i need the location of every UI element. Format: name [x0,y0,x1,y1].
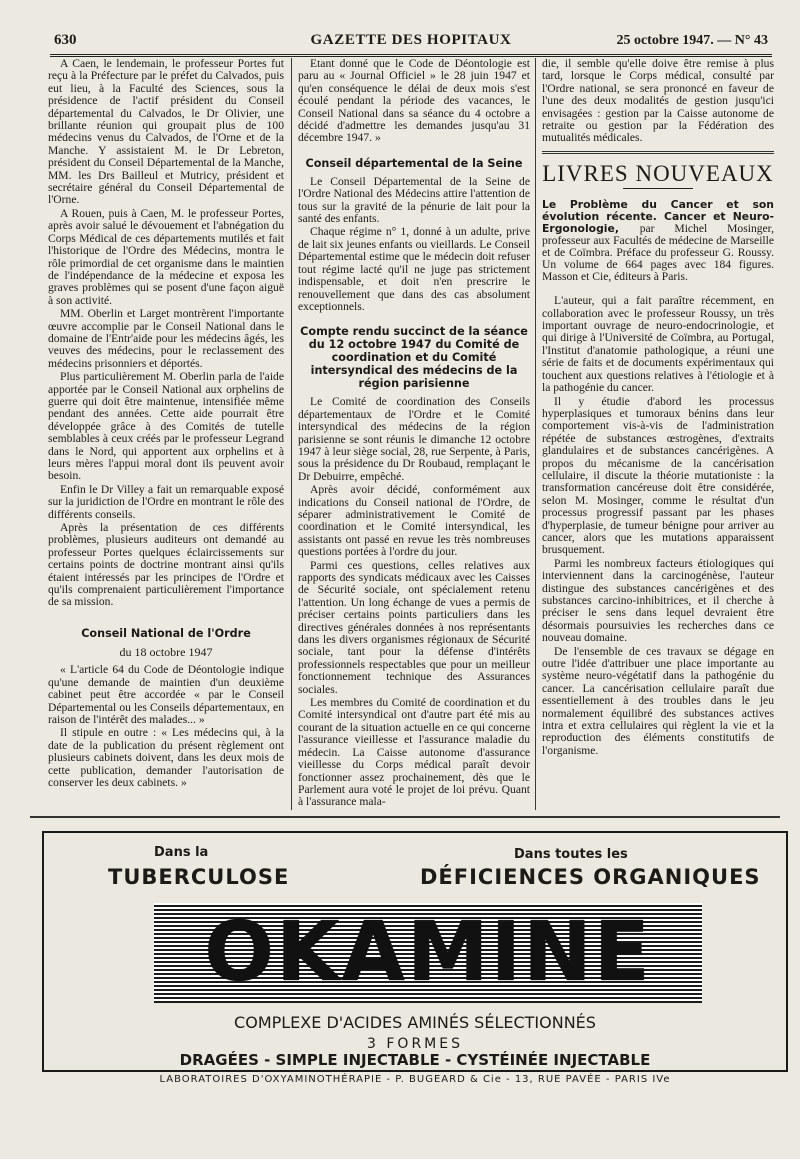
section-heading: Conseil départemental de la Seine [305,156,523,170]
ad-right-headline: DÉFICIENCES ORGANIQUES [420,865,761,889]
ad-laboratory: LABORATOIRES D'OXYAMINOTHÉRAPIE - P. BUGEARD & Cie - 13, RUE PAVÉE - PARIS IVe [159,1074,671,1085]
column-1 [48,58,284,810]
brand-logo [154,903,702,1003]
paragraph: Parmi ces questions, celles relatives aux rapports des syndicats médicaux avec les Caisses de Sécurité sociale, ont spécialement retenu l'attention. Un long échange de vues a permis de préciser certains points particuliers dans les directives générales données à nos représentants dans les divers organismes régionaux de Sécurité sociale, tant pour la défense d'intérêts professionnels respectables que pour un meilleur fonctionnement technique des Assurances sociales. [298,558,530,696]
paragraph: A Caen, le lendemain, le professeur Portes fut reçu à la Préfecture par le préfet du Calvados, puis eut lieu, à la Faculté des Sciences, sous la présidence de l'actif président du Conseil départemental du Calvados, le Dr Olivier, une brillante réunion qui groupait plus de 100 médecins venus du Calvados, de l'Orne et de la Manche. Y assistaient M. le Dr Lebreton, président du Conseil Départemental de la Manche, MM. les Drs Bailleul et Mutricy, président et secrétaire général du Conseil Départemental de l'Orne. [48,58,284,207]
divider [623,188,693,189]
paragraph: Après la présentation de ces différents problèmes, plusieurs auditeurs ont demandé au professeur Portes quelques éclaircissements sur certains points de doctrine montrant ainsi qu'ils étaient intéressés par les principes de l'Ordre et qu'ils comprenaient particulièrement l'importance de sa mission. [48,521,284,609]
ad-forms-list: DRAGÉES - SIMPLE INJECTABLE - CYSTÉINÉE INJECTABLE [179,1051,651,1069]
paragraph: Le Conseil Départemental de la Seine de l'Ordre National des Médecins attire l'attention de tous sur la gravité de la pénurie de lait pour la santé des enfants. [298,174,530,226]
paragraph: MM. Oberlin et Larget montrèrent l'importante œuvre accomplie par le Conseil National dans le domaine de l'Entr'aide pour les médecins âgés, les veuves des médecins, pour le reclassement des médecins prisonniers et déportés. [48,307,284,370]
section-date: du 18 octobre 1947 [119,644,213,659]
ad-left-caption: Dans la [154,845,209,860]
paragraph: Plus particulièrement M. Oberlin parla de l'aide apportée par le Conseil National aux orphelins de guerre qui doit être maintenue, intensifiée même pendant des années. Cette aide pourrait être développée grâce à des Comités de tutelle semblables à ceux créés par le professeur Legrand dans le Nord, qui apportent aux orphelins et à leurs mères l'appui moral dont ils peuvent avoir besoin. [48,370,284,483]
paragraph: A Rouen, puis à Caen, M. le professeur Portes, après avoir salué le dévouement et l'abnégation du Corps Médical de ces départements mutilés et fait l'historique de l'Ordre des Médecins, montra le rôle primordial de cet organisme dans le maintien de l'indépendance de la médecine et exposa les graves problèmes qui se posent d'une façon aiguë à son activité. [48,206,284,307]
paragraph: Les membres du Comité de coordination et du Comité intersyndical ont d'autre part été mis au courant de la situation actuelle en ce qui concerne l'assurance vieillesse et l'assurance maladie du médecin. La Caisse autonome d'assurance vieillesse du Corps médical paraît devoir fonctionner assez prochainement, dès que le Parlement aura voté le projet de loi prévu. Quant à l'assurance mala- [298,696,530,809]
divider [30,816,780,818]
book-reference [542,199,774,283]
column-divider [291,58,292,810]
ad-left-headline: TUBERCULOSE [108,865,290,889]
section-title: LIVRES NOUVEAUX [542,160,774,186]
paragraph: Enfin le Dr Villey a fait un remarquable exposé sur la juridiction de l'Ordre en montrant le rôle des différents conseils. [48,482,284,521]
section-heading: Conseil National de l'Ordre [81,626,251,640]
paragraph: De l'ensemble de ces travaux se dégage en outre l'idée d'attribuer une place importante au système neuro-végétatif dans la pathogénie du cancer. La cancérisation cellulaire paraît due essentiellement à des troubles dans le jeu normalement équilibré des substances actives intra et extra cellulaires qui règlent la vie et la reproduction des éléments constitutifs de l'organisme. [542,644,774,757]
book-title: Le Problème du Cancer et son évolution récente. Cancer et Neuro-Ergonologie, [542,198,774,236]
journal-title: GAZETTE DES HOPITAUX [310,32,512,48]
paragraph: Chaque régime n° 1, donné à un adulte, prive de lait six jeunes enfants ou vieillards. Le Conseil Départemental estime que le médecin doit refuser tout régime lacté qu'il ne juge pas strictement indispensable, et doit n'en prescrire le renouvellement que dans des cas absolument exceptionnels. [298,225,530,313]
paragraph: Il stipule en outre : « Les médecins qui, à la date de la publication du présent règlement ont plusieurs cabinets doivent, dans les deux mois de cette publication, demander l'autorisation de conserver les deux cabinets. » [48,726,284,789]
paragraph: Il y étudie d'abord les processus hyperplasiques et tumoraux bénins dans leur comportement vis-à-vis de l'administration répétée de substances œstrogènes, d'extraits glandulaires et de substances cancérigènes. A propos du mécanisme de la cancérisation cellulaire, il discute la théorie mutationiste : la transformation cancéreuse doit être considérée, selon M. Mosinger, comme le résultat d'un processus progressif passant par les phases d'hyperplasie, de tumeur bénigne pour arriver au cancer, alors que les mutations apparaissent brusquement. [542,394,774,557]
advertisement [42,831,788,1085]
book-details: par Michel Mosinger, professeur aux Facultés de médecine de Marseille et de Coïmbra. Préface du professeur G. Roussy. Un volume de 664 pages avec 184 figures. Masson et Cie, éditeurs à Paris. [542,222,774,284]
paragraph: Après avoir décidé, conformément aux indications du Conseil national de l'Ordre, de séparer administrativement le Comité de coordination et le Comité intersyndical, les assistants ont passé en revue les très nombreuses questions portées à l'ordre du jour. [298,483,530,559]
column-2 [298,58,530,810]
brand-name: OKAMINE [204,905,652,1000]
issue-date: 25 octobre 1947. — N° 43 [616,33,768,48]
ad-forms-heading: 3 FORMES [367,1036,463,1052]
paragraph: L'auteur, qui a fait paraître récemment, en collaboration avec le professeur Roussy, un très important ouvrage de neuro-endocrinologie, et qui dirige à l'Université de Coïmbra, au Portugal, l'Institut d'anatomie pathologique, a réuni une série de faits et de documents expérimentaux qui touchent aux questions relatives à l'étiologie et à la pathogénie du cancer. [542,294,774,395]
paragraph: die, il semble qu'elle doive être remise à plus tard, lorsque le Corps médical, consulté par l'Ordre national, se sera prononcé en faveur de l'une des deux modalités de gestion jusqu'ici envisagées : gestion par la Caisse autonome de retraite ou gestion par la Fédération des mutualités médicales. [542,58,774,145]
page-header [50,30,772,57]
divider [542,151,774,154]
paragraph: Le Comité de coordination des Conseils départementaux de l'Ordre et le Comité intersyndical des médecins de la région parisienne se sont réunis le dimanche 12 octobre 1947 à leur siège social, 28, rue Serpente, à Paris, sous la présidence du Dr Roubaud, remplaçant le Dr Debuirre, empêché. [298,395,530,483]
paragraph: « L'article 64 du Code de Déontologie indique qu'une demande de maintien d'un deuxième cabinet peut être accordée « par le Conseil Départemental ou les Conseils départementaux, en raison de l'intérêt des malades... » [48,663,284,726]
section-heading: Compte rendu succinct de la séance du 12 octobre 1947 du Comité de coordination et du Comité intersyndical des médecins de la région parisienne [300,325,528,391]
paragraph: Parmi les nombreux facteurs étiologiques qui interviennent dans la carcinogénèse, l'auteur distingue des substances cancérigènes et des substances carcino-inhibitrices, et il cherche à préciser le sens dans lequel devraient être désormais poursuivies les recherches dans ce nouveau domaine. [542,556,774,645]
column-divider [535,58,536,810]
ad-right-caption: Dans toutes les [514,847,628,862]
page-number: 630 [54,32,77,48]
column-3 [542,58,774,810]
ad-product-line: COMPLEXE D'ACIDES AMINÉS SÉLECTIONNÉS [234,1013,596,1032]
paragraph: Etant donné que le Code de Déontologie est paru au « Journal Officiel » le 28 juin 1947 et qu'en conséquence le délai de deux mois s'est écoulé pendant la période des vacances, le Conseil National dans sa séance du 4 octobre a décidé d'admettre les demandes jusqu'au 31 décembre 1947. » [298,58,530,145]
